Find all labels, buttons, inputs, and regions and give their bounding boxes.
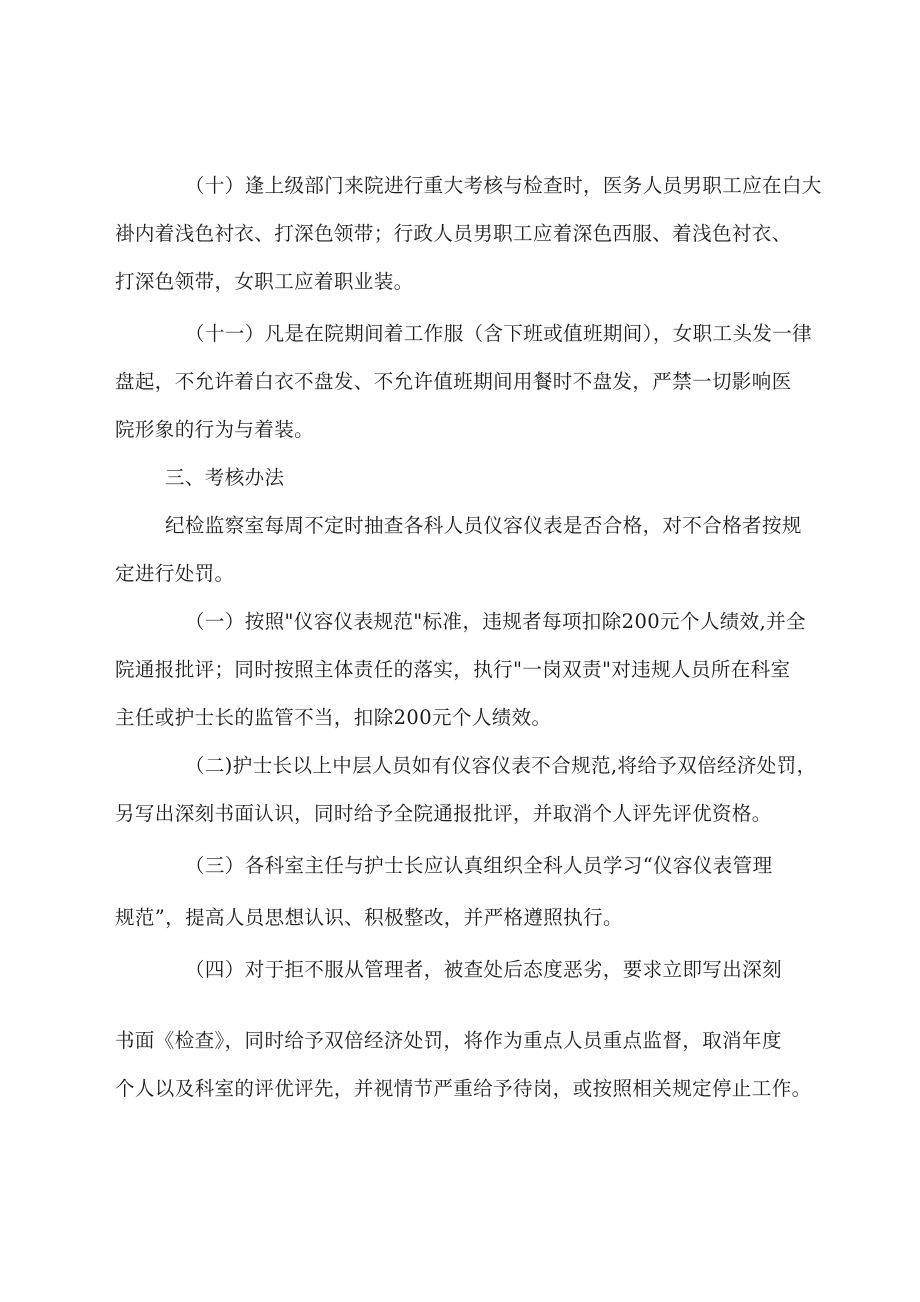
para-3-line-2: 规范”，提高人员思想认识、积极整改，并严格遵照执行。	[115, 906, 623, 929]
para-4-line-1: （四）对于拒不服从管理者，被查处后态度恶劣，要求立即写出深刻	[185, 958, 783, 981]
para-2-line-1: （二)护士长以上中层人员如有仪容仪表不合规范,将给予双倍经济处罚，	[185, 754, 817, 777]
para-1-line-1: （一）按照"仪容仪表规范"标准，违规者每项扣除200元个人绩效,并全	[185, 610, 806, 633]
para-4-line-2: 书面《检查》，同时给予双倍经济处罚，将作为重点人员重点监督，取消年度	[115, 1029, 782, 1052]
para-10-line-2: 褂内着浅色衬衣、打深色领带；行政人员男职工应着深色西服、着浅色衬衣、	[115, 222, 792, 245]
para-10-line-3: 打深色领带，女职工应着职业装。	[115, 270, 414, 293]
para-1-line-2: 院通报批评；同时按照主体责任的落实，执行"一岗双责"对违规人员所在科室	[115, 658, 791, 681]
para-11-line-1: （十一）凡是在院期间着工作服（含下班或值班期间），女职工头发一律	[185, 322, 813, 345]
para-1-line-3: 主任或护士长的监管不当，扣除200元个人绩效。	[115, 706, 552, 729]
section-heading-assessment: 三、考核办法	[165, 466, 285, 489]
para-3-line-1: （三）各科室主任与护士长应认真组织全科人员学习“仪容仪表管理	[185, 854, 773, 877]
para-intro-line-1: 纪检监察室每周不定时抽查各科人员仪容仪表是否合格，对不合格者按规	[165, 514, 802, 537]
para-11-line-2: 盘起，不允许着白衣不盘发、不允许值班期间用餐时不盘发，严禁一切影响医	[115, 370, 792, 393]
para-11-line-3: 院形象的行为与着装。	[115, 418, 315, 441]
para-intro-line-2: 定进行处罚。	[115, 562, 235, 585]
para-2-line-2: 另写出深刻书面认识，同时给予全院通报批评，并取消个人评先评优资格。	[115, 802, 772, 825]
para-4-line-3: 个人以及科室的评优评先，并视情节严重给予待岗，或按照相关规定停止工作。	[115, 1077, 812, 1100]
para-10-line-1: （十）逢上级部门来院进行重大考核与检查时，医务人员男职工应在白大	[185, 174, 822, 197]
